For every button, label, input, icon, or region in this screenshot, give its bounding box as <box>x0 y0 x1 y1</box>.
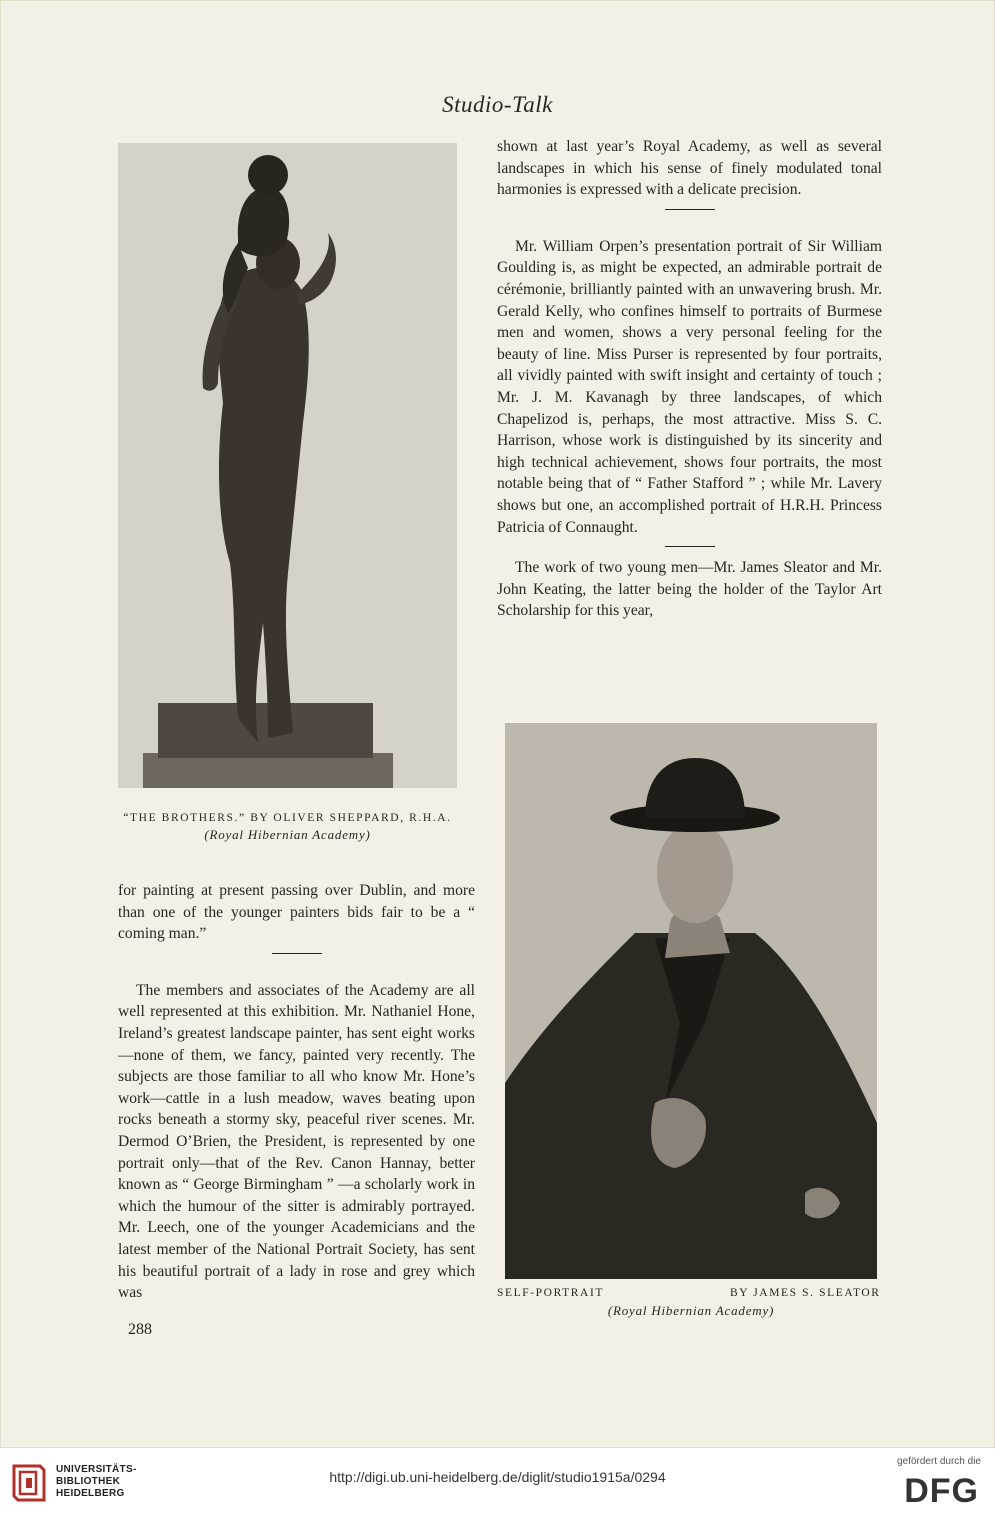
library-line-3: HEIDELBERG <box>56 1488 125 1499</box>
sculpture-illustration <box>118 143 457 788</box>
section-rule <box>665 209 715 210</box>
library-line-2: BIBLIOTHEK <box>56 1476 121 1487</box>
left-text-column <box>118 880 475 1304</box>
section-rule <box>272 953 322 954</box>
sculpture-caption-title: “THE BROTHERS.” BY OLIVER SHEPPARD, R.H.A. <box>123 812 452 824</box>
portrait-caption-credit: (Royal Hibernian Academy) <box>607 1303 775 1318</box>
library-line-1: UNIVERSITÄTS- <box>56 1464 137 1475</box>
portrait-illustration <box>505 723 877 1279</box>
paragraph: The work of two young men—Mr. James Sleator and Mr. John Keating, the latter being the holder of the Taylor Art Scholarship for this year, <box>497 559 882 620</box>
sculpture-caption-credit: (Royal Hibernian Academy) <box>204 827 371 842</box>
portrait-caption-artist: BY JAMES S. SLEATOR <box>730 1287 881 1299</box>
section-rule <box>665 546 715 547</box>
paragraph: Mr. William Orpen’s presentation portrait of Sir William Goulding is, as might be expected, an admirable portrait de cérémonie, brilliantly painted with an unwavering brush. Mr. Gerald Kelly, who confines himself to portraits of Burmese men and women, shows a very personal feeling for the beauty of line. Miss Purser is represented by four portraits, all vividly painted with swift insight and certainty of touch ; Mr. J. M. Kavanagh by three landscapes, of which Chapelizod is, perhaps, the most attractive. Miss S. C. Harrison, whose work is distinguished by its sincerity and high technical achievement, shows four portraits, the most notable being that of “ Father Stafford ” ; while Mr. Lavery shows but one, an accomplished portrait of H.R.H. Princess Patricia of Connaught. <box>497 237 882 536</box>
sponsor-note: gefördert durch die <box>897 1456 981 1467</box>
sculpture-photo <box>118 143 457 788</box>
paragraph: The members and associates of the Academy are all well represented at this exhibition. Mr. Nathaniel Hone, Ireland’s greatest landscape painter, has sent eight works—none of them, we fancy, painted very recently. The subjects are those familiar to all who know Mr. Hone’s work—cattle in a lush meadow, waves beating upon rocks beneath a stormy sky, peaceful river scenes. Mr. Dermod O’Brien, the President, is represented by one portrait only—that of the Rev. Canon Hannay, better known as “ George Birmingham ” —a scholarly work in which the humour of the sitter is admirably portrayed. Mr. Leech, one of the younger Academicians and the latest member of the National Portrait Society, has sent his beautiful portrait of a lady in rose and grey which was <box>118 981 475 1302</box>
right-text-column <box>497 136 882 622</box>
university-library-logo[interactable] <box>10 1458 160 1518</box>
portrait-caption-title: SELF-PORTRAIT <box>497 1287 605 1299</box>
self-portrait-photo <box>505 723 877 1279</box>
dfg-logo[interactable]: DFG <box>904 1472 979 1510</box>
paragraph: shown at last year’s Royal Academy, as well as several landscapes in which his sense of finely modulated tonal harmonies is expressed with a delicate precision. <box>497 138 882 199</box>
source-url-link[interactable]: http://digi.ub.uni-heidelberg.de/diglit/studio1915a/0294 <box>329 1469 666 1485</box>
digitization-footer <box>0 1448 995 1525</box>
running-head: Studio-Talk <box>442 92 553 117</box>
page-number: 288 <box>128 1321 152 1338</box>
paragraph: for painting at present passing over Dublin, and more than one of the younger painters bids fair to be a “ coming man.” <box>118 882 475 943</box>
sculpture-caption <box>118 812 457 843</box>
